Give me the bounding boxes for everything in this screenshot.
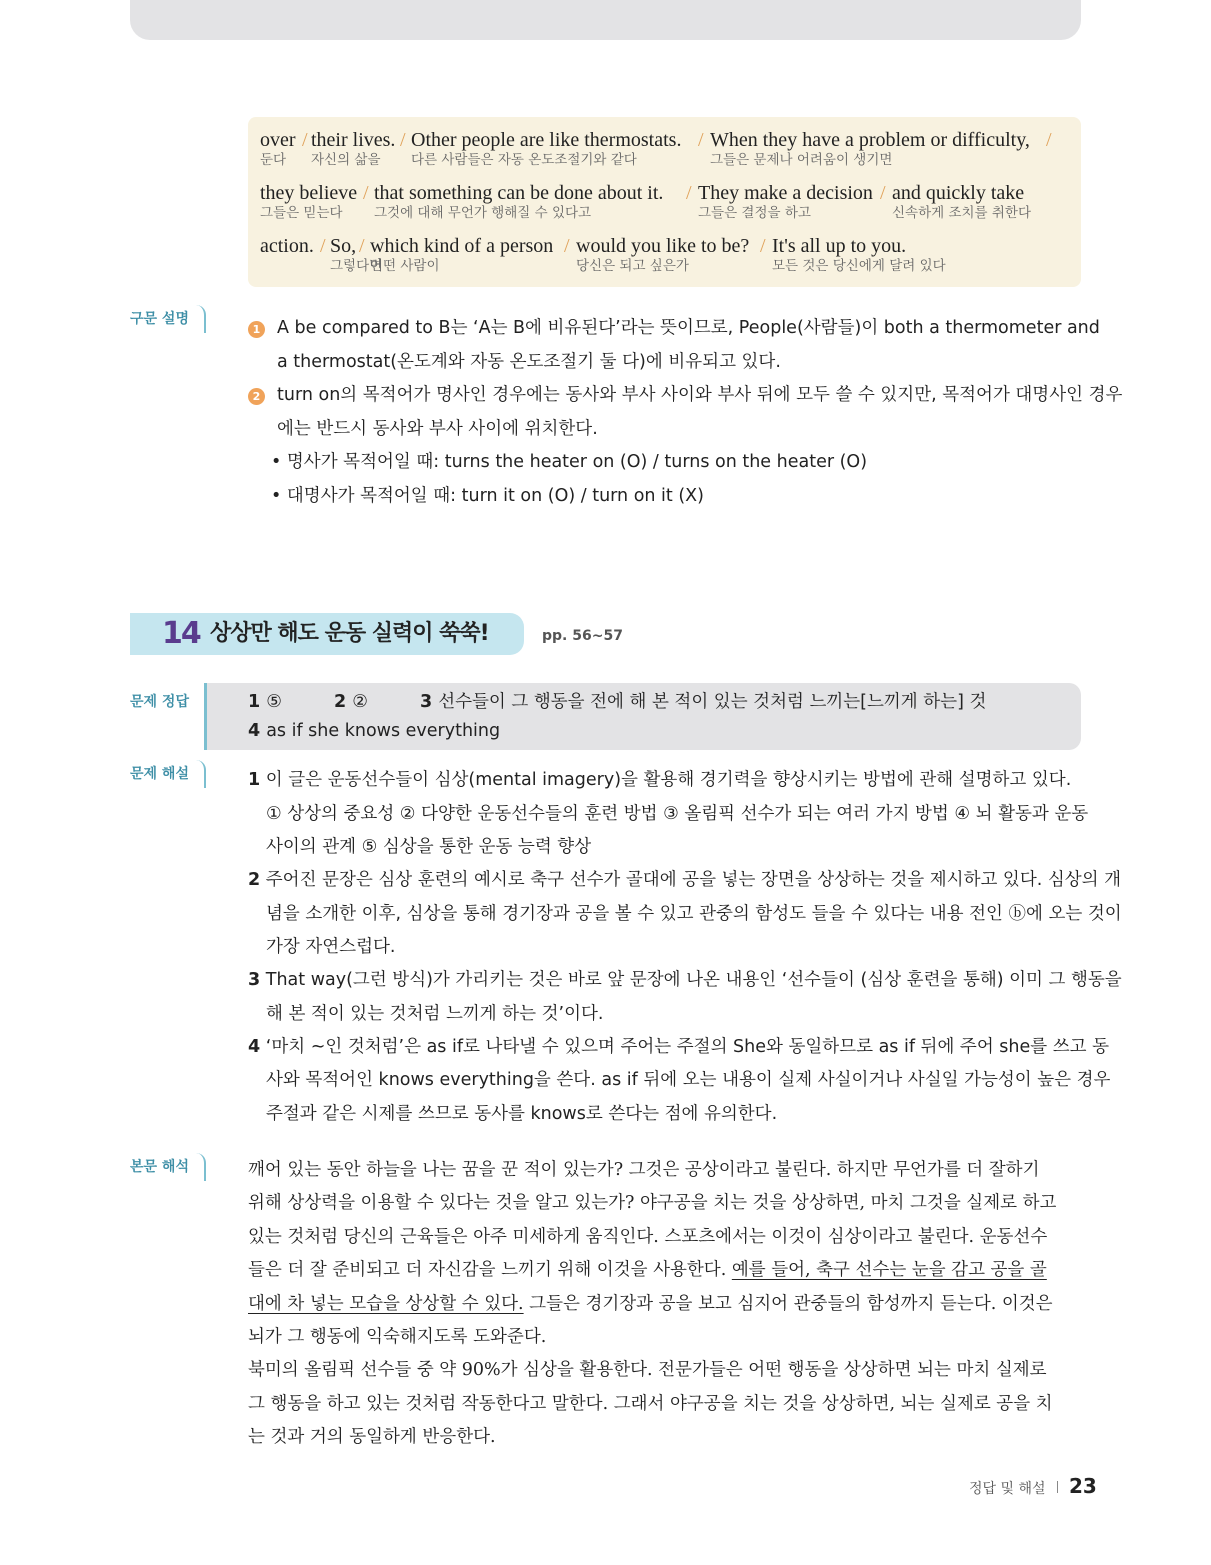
underlined-sentence: 대에 차 넣는 모습을 상상할 수 있다. bbox=[248, 1294, 524, 1314]
chunk-slash: / bbox=[686, 182, 692, 204]
chunk-slash: / bbox=[320, 235, 326, 257]
item-number-badge: 1 bbox=[248, 321, 265, 338]
translation-line: 들은 더 잘 준비되고 더 자신감을 느끼기 위해 이것을 사용한다. 예를 들어, 축구 선수는 눈을 감고 공을 골 bbox=[248, 1260, 1047, 1280]
explanation-4: 4 ‘마치 ~인 것처럼’은 as if로 나타낼 수 있으며 주어는 주절의 She와 동일하므로 as if 뒤에 주어 she를 쓰고 동 bbox=[248, 1037, 1110, 1057]
section-title: 상상만 해도 운동 실력이 쑥쑥! bbox=[210, 621, 489, 646]
translation-line: 위해 상상력을 이용할 수 있다는 것을 알고 있는가? 야구공을 치는 것을 상상하면, 마치 그것을 실제로 하고 bbox=[248, 1193, 1057, 1213]
section-pages: pp. 56~57 bbox=[542, 628, 623, 644]
explanation-3: 3 That way(그런 방식)가 가리키는 것은 바로 앞 문장에 나온 내용인 ‘선수들이 (심상 훈련을 통해) 이미 그 행동을 bbox=[248, 970, 1122, 990]
chunk-slash: / bbox=[302, 129, 308, 151]
chunk-segment: over 둔다 bbox=[260, 129, 296, 168]
grammar-text: 에는 반드시 동사와 부사 사이에 위치한다. bbox=[277, 419, 598, 439]
translation-label: 본문 해석 bbox=[130, 1153, 206, 1181]
translation-line: 는 것과 거의 동일하게 반응한다. bbox=[248, 1427, 496, 1447]
translation-line: 대에 차 넣는 모습을 상상할 수 있다. 그들은 경기장과 공을 보고 심지어 관중들의 함성까지 듣는다. 이것은 bbox=[248, 1294, 1053, 1314]
grammar-label: 구문 설명 bbox=[130, 305, 206, 333]
answer-3: 3 선수들이 그 행동을 전에 해 본 적이 있는 것처럼 느끼는[느끼게 하는] 것 bbox=[420, 692, 987, 712]
chunk-slash: / bbox=[698, 129, 704, 151]
chunk-reading-box bbox=[248, 117, 1081, 287]
chunk-slash: / bbox=[359, 235, 365, 257]
explanation-text: ① 상상의 중요성 ② 다양한 운동선수들의 훈련 방법 ③ 올림픽 선수가 되는 여러 가지 방법 ④ 뇌 활동과 운동 bbox=[266, 804, 1089, 824]
translation-line: 깨어 있는 동안 하늘을 나는 꿈을 꾼 적이 있는가? 그것은 공상이라고 불린다. 하지만 무언가를 더 잘하기 bbox=[248, 1160, 1040, 1180]
explanations-label: 문제 해설 bbox=[130, 760, 206, 788]
chunk-slash: / bbox=[564, 235, 570, 257]
chunk-slash: / bbox=[880, 182, 886, 204]
chunk-segment: their lives. 자신의 삶을 bbox=[311, 129, 396, 168]
answers-label: 문제 정답 bbox=[130, 694, 189, 710]
answer-2: 2 ② bbox=[334, 692, 368, 712]
explanation-2: 2 주어진 문장은 심상 훈련의 예시로 축구 선수가 골대에 공을 넣는 장면을 상상하는 것을 제시하고 있다. 심상의 개 bbox=[248, 870, 1122, 890]
explanation-text: 주절과 같은 시제를 쓰므로 동사를 knows로 쓴다는 점에 유의한다. bbox=[266, 1104, 778, 1124]
chunk-segment: which kind of a person 어떤 사람이 bbox=[370, 235, 554, 274]
footer-label: 정답 및 해설 bbox=[969, 1481, 1046, 1497]
explanation-1: 1 이 글은 운동선수들이 심상(mental imagery)을 활용해 경기력을 향상시키는 방법에 관해 설명하고 있다. bbox=[248, 770, 1072, 790]
chunk-slash: / bbox=[400, 129, 406, 151]
grammar-text: a thermostat(온도계와 자동 온도조절기 둘 다)에 비유되고 있다. bbox=[277, 352, 781, 372]
translation-line: 그 행동을 하고 있는 것처럼 작동한다고 말한다. 그래서 야구공을 치는 것을 상상하면, 뇌는 실제로 공을 치 bbox=[248, 1394, 1053, 1414]
chunk-segment: they believe 그들은 믿는다 bbox=[260, 182, 358, 221]
grammar-bullet: • 명사가 목적어일 때: turns the heater on (O) / turns on the heater (O) bbox=[271, 452, 868, 472]
grammar-text: turn on의 목적어가 명사인 경우에는 동사와 부사 사이와 부사 뒤에 모두 쓸 수 있지만, 목적어가 대명사인 경우 bbox=[277, 385, 1123, 405]
chunk-segment: that something can be done about it. 그것에 대해 무언가 행해질 수 있다고 bbox=[374, 182, 664, 221]
answers-accent-bar bbox=[204, 683, 207, 750]
explanation-text: 사와 목적어인 knows everything을 쓴다. as if 뒤에 오는 내용이 실제 사실이거나 사실일 가능성이 높은 경우 bbox=[266, 1070, 1111, 1090]
grammar-bullet: • 대명사가 목적어일 때: turn it on (O) / turn on it (X) bbox=[271, 486, 704, 506]
answer-4: 4 as if she knows everything bbox=[248, 721, 501, 741]
translation-line: 뇌가 그 행동에 익숙해지도록 도와준다. bbox=[248, 1327, 547, 1347]
item-number-badge: 2 bbox=[248, 388, 265, 405]
explanation-text: 념을 소개한 이후, 심상을 통해 경기장과 공을 볼 수 있고 관중의 함성도 들을 수 있다는 내용 전인 ⓑ에 오는 것이 bbox=[266, 904, 1122, 924]
explanation-text: 사이의 관계 ⑤ 심상을 통한 운동 능력 향상 bbox=[266, 837, 592, 857]
chunk-segment: Other people are like thermostats. 다른 사람들은 자동 온도조절기와 같다 bbox=[411, 129, 682, 168]
underlined-sentence: 예를 들어, 축구 선수는 눈을 감고 공을 골 bbox=[731, 1260, 1047, 1280]
translation-line: 있는 것처럼 당신의 근육들은 아주 미세하게 움직인다. 스포츠에서는 이것이 심상이라고 불린다. 운동선수 bbox=[248, 1227, 1048, 1247]
section-number: 14 bbox=[162, 616, 200, 651]
explanation-text: 해 본 적이 있는 것처럼 느끼게 하는 것’이다. bbox=[266, 1004, 604, 1024]
chunk-slash: / bbox=[760, 235, 766, 257]
section-header bbox=[130, 613, 524, 655]
chunk-segment: They make a decision 그들은 결정을 하고 bbox=[698, 182, 873, 221]
page-number: 23 bbox=[1069, 1474, 1097, 1498]
chunk-segment: It's all up to you. 모든 것은 당신에게 달려 있다 bbox=[772, 235, 946, 274]
chunk-segment: would you like to be? 당신은 되고 싶은가 bbox=[576, 235, 750, 274]
grammar-text: A be compared to B는 ‘A는 B에 비유된다’라는 뜻이므로, People(사람들)이 both a thermometer and bbox=[277, 318, 1100, 338]
translation-line: 북미의 올림픽 선수들 중 약 90%가 심상을 활용한다. 전문가들은 어떤 행동을 상상하면 뇌는 마치 실제로 bbox=[248, 1360, 1047, 1380]
chunk-segment: So, 그렇다면 bbox=[330, 235, 383, 274]
explanation-text: 가장 자연스럽다. bbox=[266, 937, 396, 957]
chunk-segment: and quickly take 신속하게 조치를 취한다 bbox=[892, 182, 1031, 221]
chunk-segment: action. bbox=[260, 235, 314, 257]
page-header-bar bbox=[130, 0, 1081, 40]
answer-1: 1 ⑤ bbox=[248, 692, 282, 712]
chunk-slash: / bbox=[363, 182, 369, 204]
footer-divider bbox=[1057, 1481, 1058, 1493]
chunk-segment: When they have a problem or difficulty, 그들은 문제나 어려움이 생기면 bbox=[710, 129, 1030, 168]
chunk-slash: / bbox=[1046, 129, 1052, 151]
